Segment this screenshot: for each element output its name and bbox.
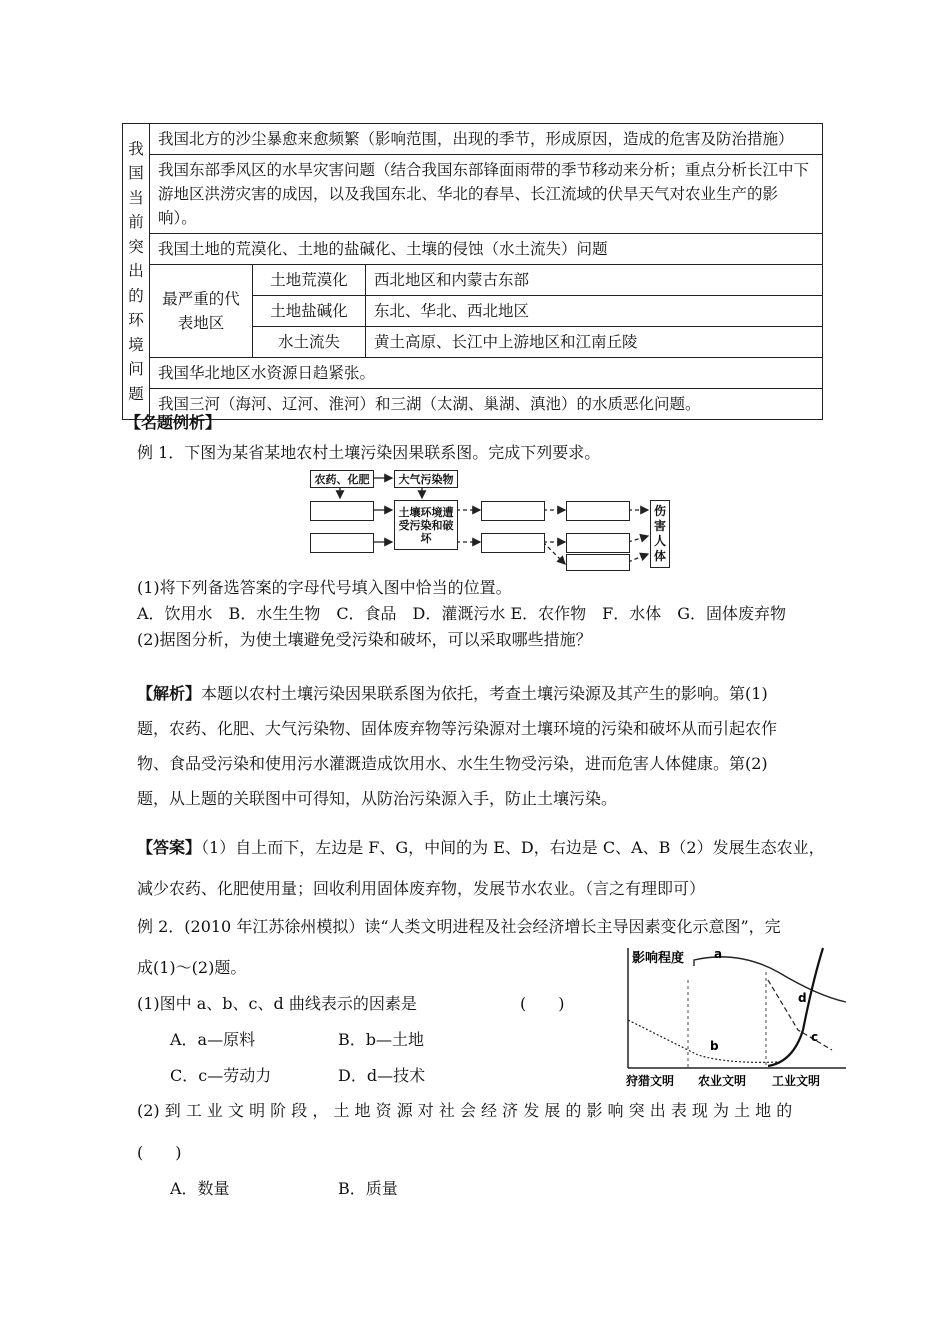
ex2-stem: 例 2．(2010 年江苏徐州模拟）读“人类文明进程及社会经济增长主导因素变化示意图”，完 — [137, 917, 781, 936]
ex1-q1: (1)将下列备选答案的字母代号填入图中恰当的位置。 — [137, 578, 512, 597]
blank-box — [566, 554, 630, 571]
ex1-options: A．饮用水 B．水生生物 C．食品 D．灌溉污水 E．农作物 F．水体 G．固体废弃物 — [137, 604, 787, 623]
pollution-diagram — [310, 468, 672, 570]
ex2-q1-bracket: ( ) — [520, 994, 565, 1013]
series-b-line — [628, 1020, 778, 1062]
rep-type: 水土流失 — [253, 327, 366, 358]
blank-box — [310, 533, 374, 553]
series-c-label: c — [811, 1030, 819, 1044]
ex2-q1-option: C．c—劳动力 — [170, 1066, 272, 1085]
row-land-degradation: 我国土地的荒漠化、土地的盐碱化、土壤的侵蚀（水土流失）问题 — [150, 234, 823, 265]
source-pesticide-box: 农药、化肥 — [310, 470, 374, 488]
answer-label: 【答案】 — [137, 838, 202, 857]
section-title: 【名题例析】 — [125, 413, 222, 432]
row-water-shortage: 我国华北地区水资源日趋紧张。 — [150, 358, 823, 389]
series-a-label: a — [714, 947, 723, 961]
target-human-box: 伤害人体 — [650, 500, 670, 568]
rep-label: 最严重的代表地区 — [150, 265, 253, 358]
ex1-stem: 例 1．下图为某省某地农村土壤污染因果联系图。完成下列要求。 — [137, 443, 601, 462]
ex2-q1-option: D．d—技术 — [338, 1066, 426, 1085]
rep-type: 土地盐碱化 — [253, 296, 366, 327]
row-sandstorm: 我国北方的沙尘暴愈来愈频繁（影响范围，出现的季节，形成原因，造成的危害及防治措施） — [150, 124, 823, 155]
rep-region: 黄土高原、长江中上游地区和江南丘陵 — [366, 327, 823, 358]
x-tick-label: 工业文明 — [772, 1074, 821, 1088]
ex1-answer-line: 减少农药、化肥使用量；回收利用固体废弃物，发展节水农业。（言之有理即可） — [137, 879, 706, 898]
ex2-q1: (1)图中 a、b、c、d 曲线表示的因素是 — [137, 994, 417, 1013]
blank-box — [566, 533, 630, 553]
ex2-q2-bracket: ( ) — [137, 1143, 182, 1162]
analysis-label: 【解析】 — [137, 684, 202, 703]
blank-box — [481, 533, 545, 553]
ex2-q1-option: A．a—原料 — [170, 1030, 256, 1049]
ex2-q2-option: A．数量 — [170, 1179, 230, 1198]
rep-region: 西北地区和内蒙古东部 — [366, 265, 823, 296]
series-b-label: b — [710, 1039, 719, 1053]
ex2-stem: 成(1)～(2)题。 — [137, 958, 247, 977]
center-box: 土壤环境遭受污染和破坏 — [394, 500, 458, 550]
row-water-quality: 我国三河（海河、辽河、淮河）和三湖（太湖、巢湖、滇池）的水质恶化问题。 — [150, 389, 823, 420]
blank-box — [566, 501, 630, 521]
side-label: 我 国 当 前 突 出 的 环 境 问 题 — [123, 124, 150, 420]
rep-region: 东北、华北、西北地区 — [366, 296, 823, 327]
ex1-analysis-line: 题，农药、化肥、大气污染物、固体废弃物等污染源对土壤环境的污染和破坏从而引起农作 — [137, 719, 778, 738]
ex1-analysis-line: 【解析】本题以农村土壤污染因果联系图为依托，考查土壤污染源及其产生的影响。第(1) — [137, 684, 768, 703]
series-d-label: d — [798, 991, 807, 1005]
x-tick-label: 农业文明 — [698, 1074, 747, 1088]
ex2-q2-option: B．质量 — [338, 1179, 398, 1198]
blank-box — [481, 501, 545, 521]
blank-box — [310, 501, 374, 521]
series-d-line — [768, 948, 823, 1066]
ex1-q2: (2)据图分析，为使土壤避免受污染和破坏，可以采取哪些措施？ — [137, 630, 592, 649]
ex1-analysis-line: 物、食品受污染和使用污水灌溉造成饮用水、水生生物受污染，进而危害人体健康。第(2) — [137, 754, 768, 773]
ex2-q1-option: B．b—土地 — [338, 1030, 425, 1049]
ex1-answer-line: 【答案】（1）自上而下，左边是 F、G，中间的为 E、D，右边是 C、A、B（2）发展生态农业， — [137, 838, 825, 857]
source-air-box: 大气污染物 — [394, 470, 458, 488]
row-flood-drought: 我国东部季风区的水旱灾害问题（结合我国东部锋面雨带的季节移动来分析；重点分析长江中下游地区洪涝灾害的成因，以及我国东北、华北的春旱、长江流域的伏旱天气对农业生产的影响）。 — [150, 155, 823, 234]
environment-problems-table — [122, 123, 823, 420]
rep-type: 土地荒漠化 — [253, 265, 366, 296]
civilization-chart — [618, 940, 848, 1090]
x-tick-label: 狩猎文明 — [626, 1074, 675, 1088]
series-a-line — [694, 957, 846, 1002]
y-label: 影响程度 — [632, 951, 685, 966]
ex2-q2: (2) 到 工 业 文 明 阶 段 ， 土 地 资 源 对 社 会 经 济 发 展 的 影 响 突 出 表 现 为 土 地 的 — [137, 1101, 793, 1120]
ex1-analysis-line: 题，从上题的关联图中可得知，从防治污染源入手，防止土壤污染。 — [137, 789, 618, 808]
